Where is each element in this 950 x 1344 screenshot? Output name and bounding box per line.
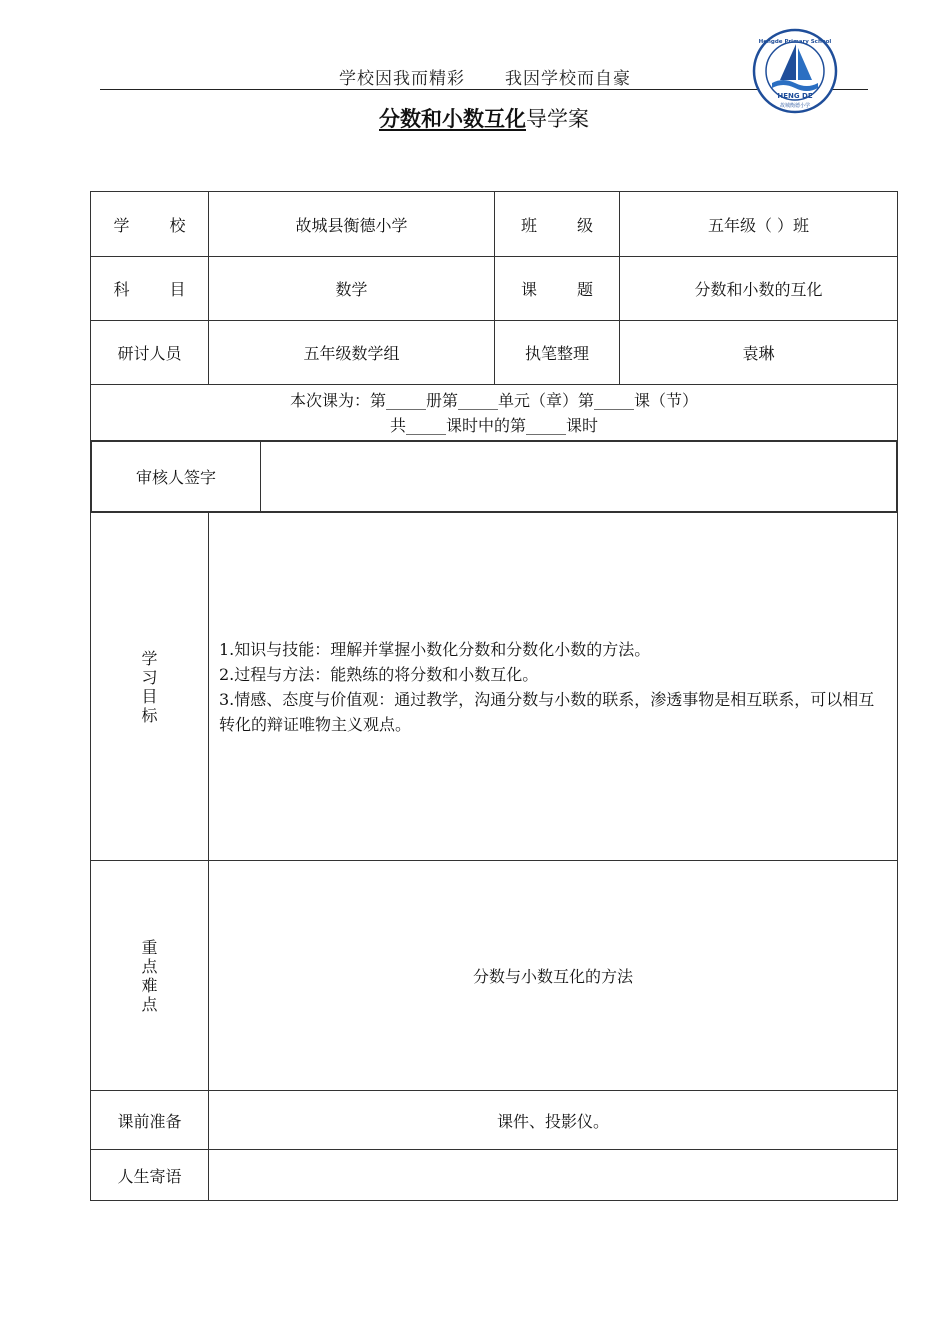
row-lesson-info (91, 385, 898, 441)
prep-value: 课件、投影仪。 (209, 1091, 898, 1150)
row-keypoints (91, 861, 898, 1091)
lesson-plan-form (90, 191, 898, 1201)
page-title (0, 103, 950, 133)
logo-text-center: HENG DE (777, 92, 813, 100)
researchers-value: 五年级数学组 (209, 321, 495, 385)
reviewer-value (261, 442, 897, 512)
row-school (91, 192, 898, 257)
subject-value: 数学 (209, 257, 495, 321)
writer-label: 执笔整理 (495, 321, 620, 385)
row-researchers (91, 321, 898, 385)
lesson-line-2: 共_____课时中的第_____课时 (389, 415, 598, 435)
logo-text-bottom: 故城衡德小学 (779, 103, 811, 109)
lesson-info (91, 385, 898, 441)
subject-label: 科 目 (91, 257, 209, 321)
school-value: 故城县衡德小学 (209, 192, 495, 257)
row-goals (91, 513, 898, 861)
life-motto-value (209, 1150, 898, 1201)
title-rest: 导学案 (526, 107, 589, 131)
goals-label: 学 习 目 标 (91, 513, 209, 861)
class-value: 五年级（ ）班 (620, 192, 898, 257)
reviewer-inner (91, 441, 897, 512)
row-life-motto (91, 1150, 898, 1201)
class-label: 班 级 (495, 192, 620, 257)
goal-item: 1.知识与技能：理解并掌握小数化分数和分数化小数的方法。 (219, 639, 651, 659)
keypoints-label: 重 点 难 点 (91, 861, 209, 1091)
writer-value: 袁琳 (620, 321, 898, 385)
title-underlined: 分数和小数互化 (379, 107, 526, 131)
keypoints-value: 分数与小数互化的方法 (209, 861, 898, 1091)
row-prep (91, 1091, 898, 1150)
lesson-line-1: 本次课为：第_____册第_____单元（章）第_____课（节） (289, 390, 698, 410)
reviewer-label: 审核人签字 (92, 442, 261, 512)
reviewer-cell (91, 441, 898, 513)
row-subject (91, 257, 898, 321)
topic-label: 课 题 (495, 257, 620, 321)
life-motto-label: 人生寄语 (91, 1150, 209, 1201)
row-reviewer (91, 441, 898, 513)
school-label: 学 校 (91, 192, 209, 257)
motto-right: 我因学校而自豪 (505, 69, 631, 89)
topic-value: 分数和小数的互化 (620, 257, 898, 321)
goal-item: 3.情感、态度与价值观：通过教学，沟通分数与小数的联系，渗透事物是相互联系，可以相互转化的辩证唯物主义观点。 (219, 689, 875, 734)
researchers-label: 研讨人员 (91, 321, 209, 385)
logo-text-top: Hengde Primary School (758, 39, 832, 45)
goal-item: 2.过程与方法：能熟练的将分数和小数互化。 (219, 664, 539, 684)
goals-content (209, 513, 898, 861)
school-sailboat-logo (752, 28, 838, 114)
motto-left: 学校因我而精彩 (339, 69, 465, 89)
prep-label: 课前准备 (91, 1091, 209, 1150)
